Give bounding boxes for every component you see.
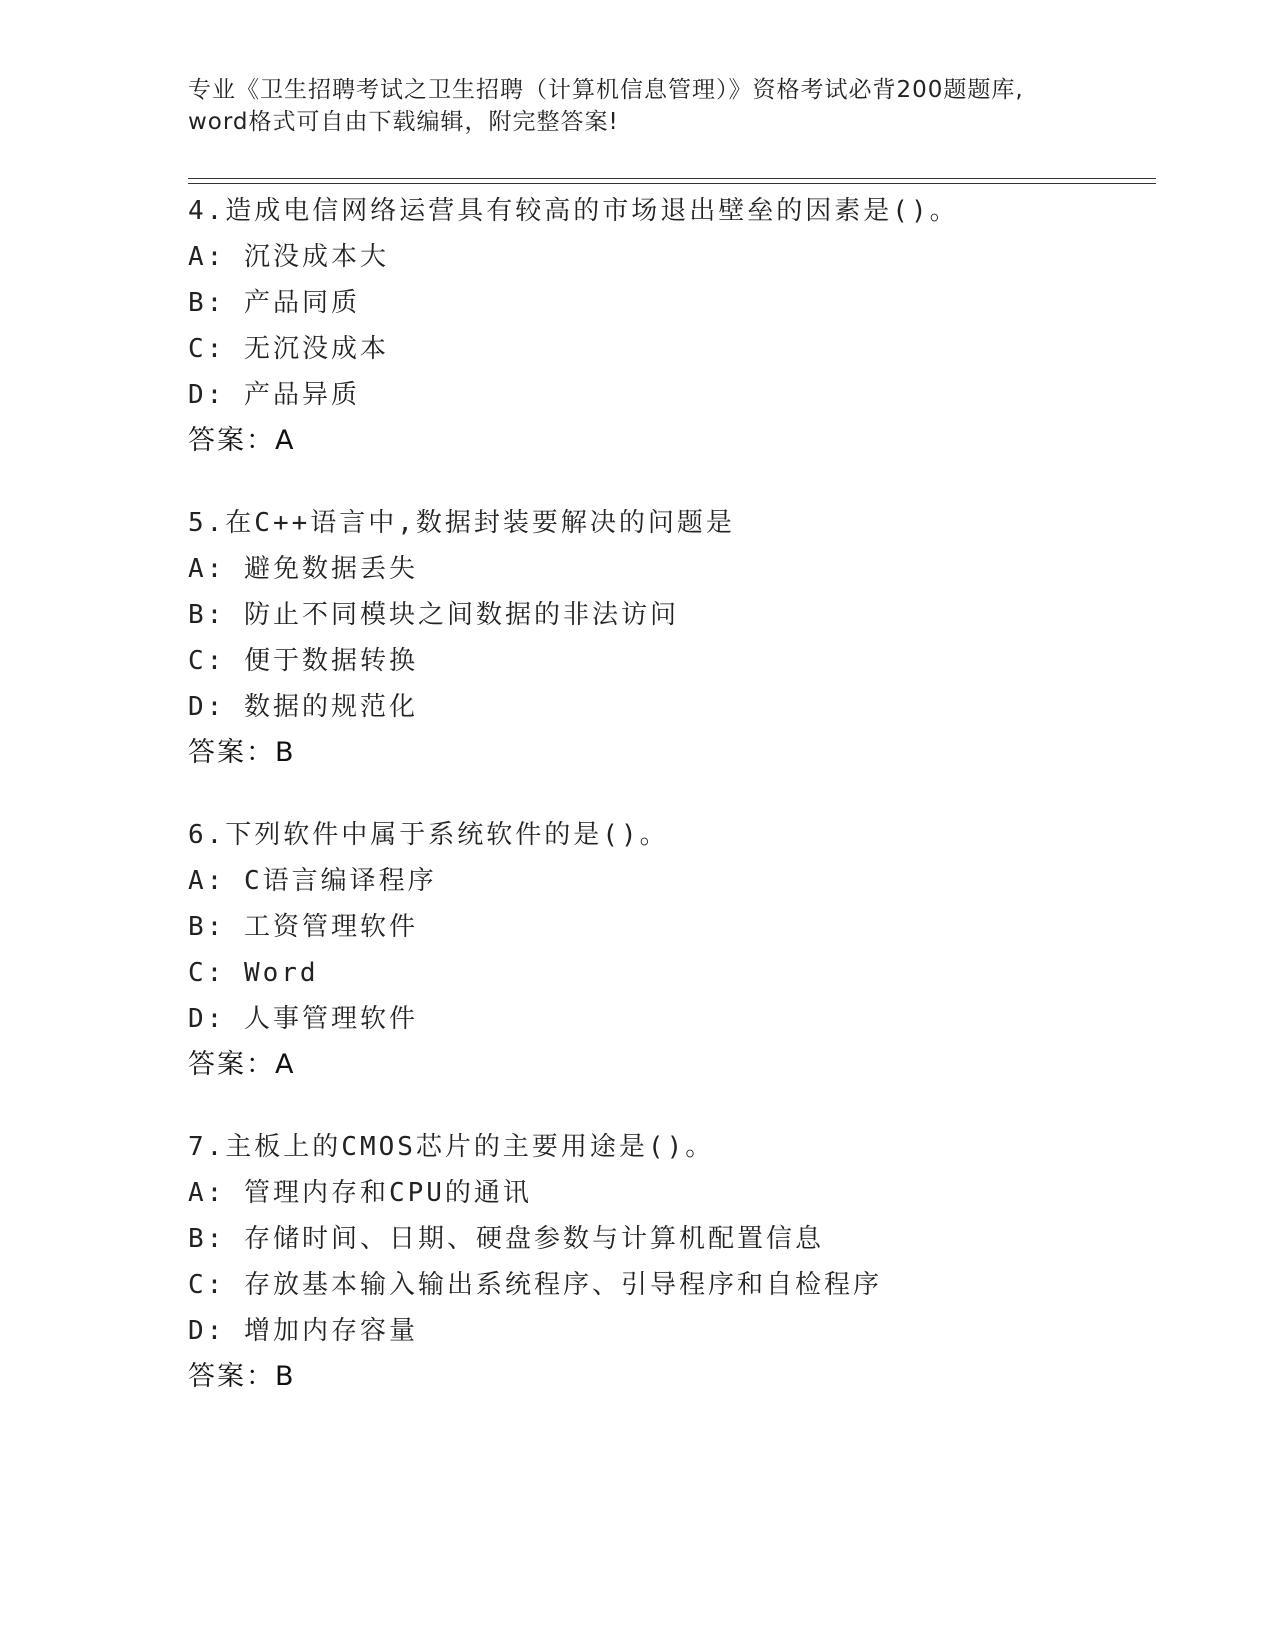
option-d: D: 数据的规范化	[188, 692, 418, 722]
option-a: A: 管理内存和CPU的通讯	[188, 1178, 532, 1208]
option-c: C: 存放基本输入输出系统程序、引导程序和自检程序	[188, 1270, 882, 1300]
answer-label: 答案：A	[188, 425, 296, 456]
option-b: B: 防止不同模块之间数据的非法访问	[188, 600, 679, 630]
header-line-2: word格式可自由下载编辑，附完整答案!	[188, 109, 619, 135]
header-divider-bottom	[188, 183, 1156, 184]
option-c: C: 便于数据转换	[188, 646, 418, 676]
question-4	[188, 188, 1156, 464]
option-d: D: 人事管理软件	[188, 1004, 418, 1034]
option-d: D: 产品异质	[188, 380, 360, 410]
answer-label: 答案：B	[188, 1361, 296, 1392]
header-line-1: 专业《卫生招聘考试之卫生招聘（计算机信息管理）》资格考试必背200题题库,	[188, 77, 1024, 103]
question-stem: 7.主板上的CMOS芯片的主要用途是()。	[188, 1132, 715, 1162]
document-header	[188, 74, 1088, 138]
option-b: B: 产品同质	[188, 288, 360, 318]
answer-label: 答案：B	[188, 737, 296, 768]
header-divider-top	[188, 178, 1156, 179]
option-b: B: 工资管理软件	[188, 912, 418, 942]
option-a: A: 沉没成本大	[188, 242, 389, 272]
option-c: C: 无沉没成本	[188, 334, 389, 364]
question-6	[188, 812, 1156, 1088]
question-stem: 4.造成电信网络运营具有较高的市场退出壁垒的因素是()。	[188, 196, 959, 226]
question-stem: 6.下列软件中属于系统软件的是()。	[188, 820, 669, 850]
option-a: A: 避免数据丢失	[188, 554, 418, 584]
option-a: A: C语言编译程序	[188, 866, 437, 896]
option-c: C: Word	[188, 958, 319, 988]
answer-label: 答案：A	[188, 1049, 296, 1080]
option-d: D: 增加内存容量	[188, 1316, 418, 1346]
question-7	[188, 1124, 1156, 1400]
option-b: B: 存储时间、日期、硬盘参数与计算机配置信息	[188, 1224, 824, 1254]
question-stem: 5.在C++语言中,数据封装要解决的问题是	[188, 508, 735, 538]
question-5	[188, 500, 1156, 776]
question-list	[188, 188, 1156, 1436]
